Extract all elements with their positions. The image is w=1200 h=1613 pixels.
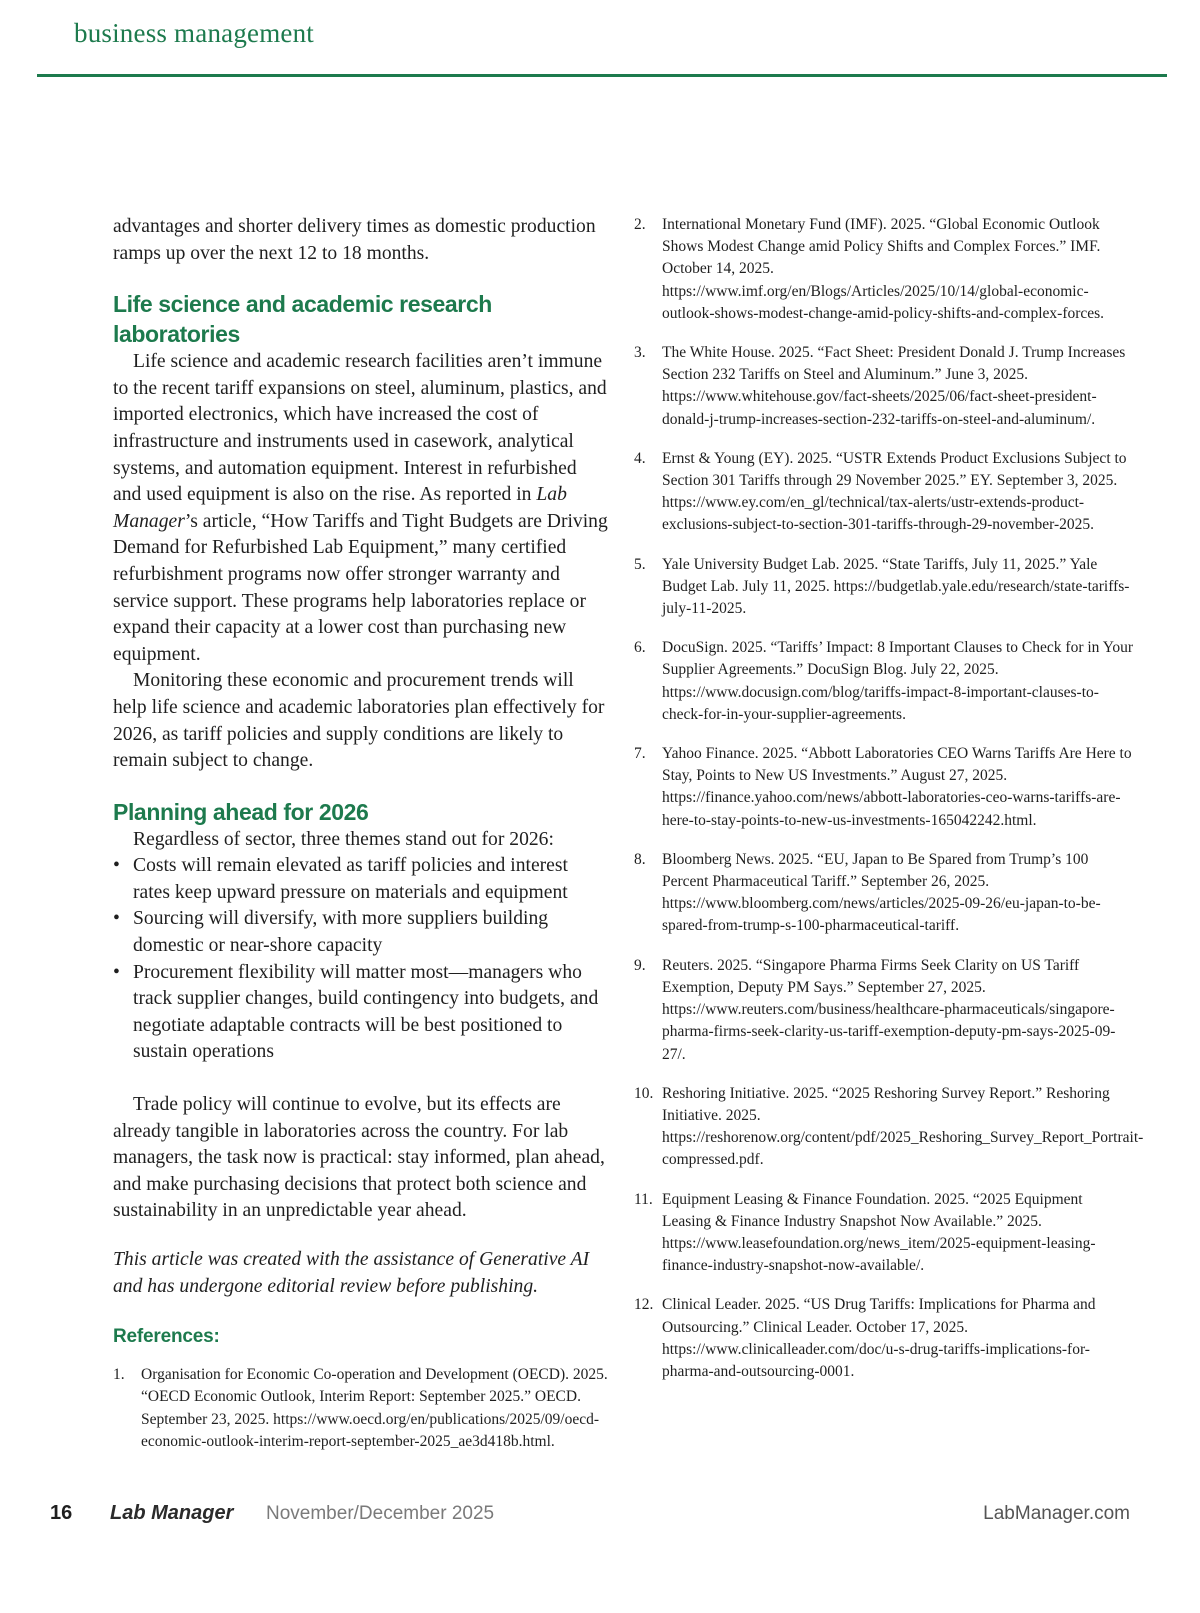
right-column	[634, 214, 1144, 1400]
reference-text: Clinical Leader. 2025. “US Drug Tariffs: Implications for Pharma and Outsourcing.” Clinical Leader. October 17, 2025. https://www.clinicalleader.com/doc/u-s-drug-tariffs-implications-for-pharma-and-outsourcing-0001.	[662, 1296, 1096, 1380]
reference-number: 3.	[634, 344, 646, 362]
reference-number: 4.	[634, 449, 646, 467]
life-science-p1-text: Life science and academic research facilities aren’t immune to the recent tariff expansions on steel, aluminum, plastics, and imported electronics, which have increased the cost of infrastructure and instruments used in casework, analytical systems, and automation equipment. Interest in refurbished and used equipment is also on the rise. As reported in	[113, 351, 607, 506]
reference-item	[634, 849, 1134, 938]
reference-text: The White House. 2025. “Fact Sheet: President Donald J. Trump Increases Section 232 Tariffs on Steel and Aluminum.” June 3, 2025. https://www.whitehouse.gov/fact-sheets/2025/06/fact-sheet-president-donald-j-trump-increases-section-232-tariffs-on-steel-and-aluminum/.	[662, 344, 1126, 428]
planning-heading: Planning ahead for 2026	[113, 798, 369, 825]
reference-number: 7.	[634, 745, 646, 763]
themes-list	[113, 853, 609, 1066]
life-science-heading: Life science and academic research laboratories	[113, 291, 492, 348]
reference-text: International Monetary Fund (IMF). 2025. “Global Economic Outlook Shows Modest Change amid Policy Shifts and Complex Forces.” IMF. October 14, 2025. https://www.imf.org/en/Blogs/Articles/2025/10/14/global-economic-outlook-shows-modest-change-amid-policy-shifts-and-complex-forces.	[662, 216, 1105, 322]
reference-number: 11.	[634, 1190, 653, 1208]
reference-text: Bloomberg News. 2025. “EU, Japan to Be Spared from Trump’s 100 Percent Pharmaceutical Tariff.” September 26, 2025. https://www.bloomberg.com/news/articles/2025-09-26/eu-japan-to-be-spared-from-trump-s-100-pharmaceutical-tariff.	[662, 850, 1101, 935]
reference-text: Reuters. 2025. “Singapore Pharma Firms Seek Clarity on US Tariff Exemption, Deputy PM Says.” September 27, 2025. https://www.reuters.com/business/healthcare-pharmaceuticals/singapore-pharma-firms-seek-clarity-us-tariff-exemption-deputy-pm-says-2025-09-27/.	[662, 956, 1116, 1063]
reference-item	[634, 448, 1134, 537]
reference-text: Equipment Leasing & Finance Foundation. 2025. “2025 Equipment Leasing & Finance Industry Snapshot Now Available.” 2025. https://www.leasefoundation.org/news_item/2025-equipment-leasing-finance-industry-snapshot-now-available/.	[662, 1190, 1096, 1275]
section-label: business management	[74, 18, 314, 48]
reference-item	[634, 214, 1134, 325]
website-link[interactable]: LabManager.com	[983, 1503, 1130, 1524]
life-science-paragraph-2: Monitoring these economic and procurement trends will help life science and academic laboratories plan effectively for 2026, as tariff policies and supply conditions are likely to remain subject to change.	[113, 670, 605, 772]
magazine-name: Lab Manager	[110, 1502, 234, 1524]
reference-text: Yahoo Finance. 2025. “Abbott Laboratories CEO Warns Tariffs Are Here to Stay, Points to New US Investments.” August 27, 2025. https://finance.yahoo.com/news/abbott-laboratories-ceo-warns-tariffs-are-here-to-stay-points-to-new-us-investments-165042242.html.	[662, 745, 1132, 829]
references-heading: References:	[113, 1326, 220, 1348]
reference-text: DocuSign. 2025. “Tariffs’ Impact: 8 Important Clauses to Check for in Your Supplier Agreements.” DocuSign Blog. July 22, 2025. https://www.docusign.com/blog/tariffs-impact-8-important-clauses-to-check-for-in-your-supplier-agreements.	[662, 639, 1134, 723]
reference-item	[634, 637, 1134, 726]
reference-number: 5.	[634, 555, 646, 573]
page-number: 16	[50, 1502, 73, 1524]
reference-item	[113, 1364, 609, 1453]
reference-text: Ernst & Young (EY). 2025. “USTR Extends Product Exclusions Subject to Section 301 Tariffs through 29 November 2025.” EY. September 3, 2025. https://www.ey.com/en_gl/technical/tax-alerts/ustr-extends-product-exclusions-subject-to-section-301-tariffs-through-29-november-2025.	[662, 449, 1127, 534]
reference-item	[634, 743, 1134, 832]
header-rule	[37, 74, 1167, 77]
page-footer	[0, 1502, 1200, 1532]
references-list-left	[113, 1364, 609, 1453]
reference-item	[634, 554, 1134, 621]
closing-paragraph: Trade policy will continue to evolve, but its effects are already tangible in laboratories across the country. For lab managers, the task now is practical: stay informed, plan ahead, and make purchasing decisions that protect both science and sustainability in an unpredictable year ahead.	[113, 1094, 605, 1222]
reference-number: 9.	[634, 956, 646, 974]
left-column	[113, 214, 609, 1469]
reference-text: Organisation for Economic Co-operation and Development (OECD). 2025. “OECD Economic Outlook, Interim Report: September 2025.” OECD. September 23, 2025. https://www.oecd.org/en/publications/2025/09/oecd-economic-outlook-interim-report-september-2025_ae3d418b.html.	[141, 1366, 608, 1450]
reference-number: 6.	[634, 639, 646, 657]
reference-text: Yale University Budget Lab. 2025. “State Tariffs, July 11, 2025.” Yale Budget Lab. July 11, 2025. https://budgetlab.yale.edu/research/state-tariffs-july-11-2025.	[662, 555, 1130, 618]
reference-number: 8.	[634, 850, 646, 868]
reference-number: 2.	[634, 216, 646, 233]
reference-item	[634, 342, 1134, 431]
reference-number: 1.	[113, 1366, 125, 1384]
ai-disclosure-note: This article was created with the assistance of Generative AI and has undergone editorial review before publishing.	[113, 1249, 590, 1297]
list-item: • Costs will remain elevated as tariff policies and interest rates keep upward pressure on materials and equipment	[113, 853, 609, 906]
reference-number: 12.	[634, 1296, 654, 1314]
reference-number: 10.	[634, 1084, 654, 1102]
publication-name: Lab Manager	[113, 484, 567, 532]
intro-paragraph: advantages and shorter delivery times as domestic production ramps up over the next 12 to 18 months.	[113, 216, 596, 264]
issue-date: November/December 2025	[266, 1503, 495, 1524]
life-science-paragraph-1	[113, 349, 609, 668]
references-list-right	[634, 214, 1144, 1383]
reference-item	[634, 1189, 1134, 1278]
life-science-p1-rest: ’s article, “How Tariffs and Tight Budgets are Driving Demand for Refurbished Lab Equipment,” many certified refurbishment programs now offer stronger warranty and service support. These programs help laboratories replace or expand their capacity at a lower cost than purchasing new equipment.	[113, 510, 608, 665]
list-item: • Sourcing will diversify, with more suppliers building domestic or near-shore capacity	[113, 906, 609, 959]
reference-item	[634, 955, 1134, 1066]
reference-text: Reshoring Initiative. 2025. “2025 Reshoring Survey Report.” Reshoring Initiative. 2025. https://reshorenow.org/content/pdf/2025_Reshoring_Survey_Report_Portrait-compressed.pdf.	[662, 1084, 1144, 1169]
planning-intro: Regardless of sector, three themes stand out for 2026:	[133, 828, 554, 850]
reference-item	[634, 1083, 1144, 1172]
list-item: • Procurement flexibility will matter most—managers who track supplier changes, build contingency into budgets, and negotiate adaptable contracts will be best positioned to sustain operations	[113, 960, 609, 1066]
reference-item	[634, 1294, 1134, 1383]
